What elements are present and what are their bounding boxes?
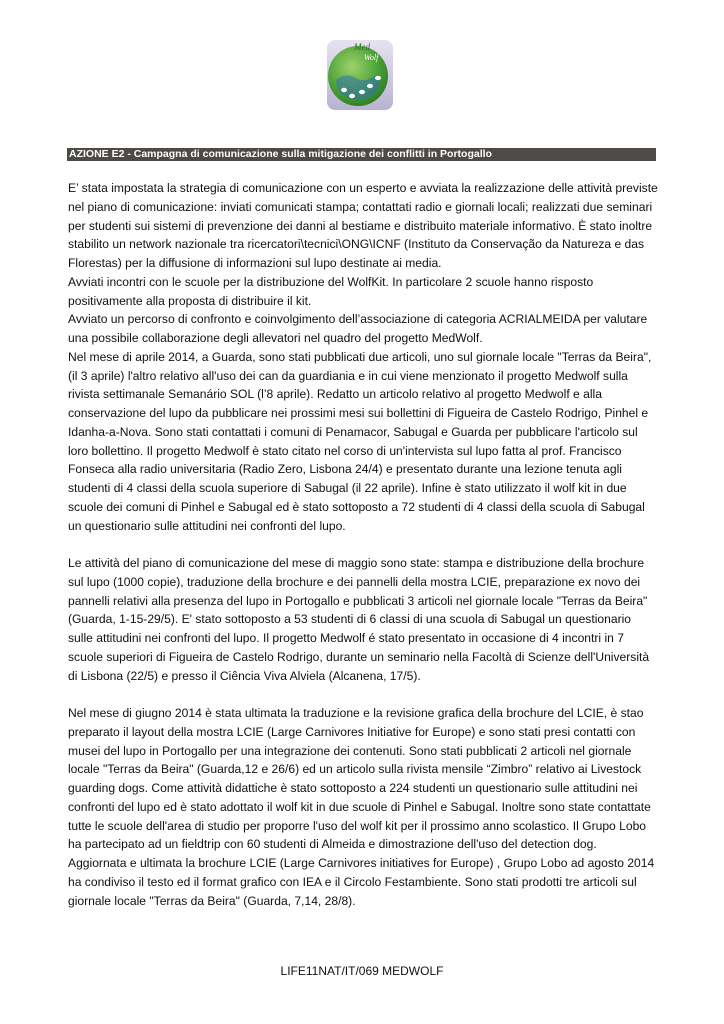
paragraph-strategy: E’ stata impostata la strategia di comunicazione con un esperto e avviata la realizzazione delle attività previste nel piano di comunicazione: inviati comunicati stampa; contattati radio e giornali locali; realizzati due seminari per studenti sui sistemi di prevenzione dei danni al bestiame e distribuito materiale informativo. È stato inoltre stabilito un network nazionale tra ricercatori\tecnici\ONG\ICNF (Instituto da Conservação da Natureza e das Florestas) per la diffusione di informazioni sul lupo destinate ai media. [68, 181, 658, 270]
section-title-bar: AZIONE E2 - Campagna di comunicazione sulla mitigazione dei conflitti in Portogallo [67, 148, 656, 161]
paragraph-may: Le attività del piano di comunicazione del mese di maggio sono state: stampa e distribuzione della brochure sul lupo (1000 copie), traduzione della brochure e dei pannelli della mostra LCIE, preparazione ex novo dei pannelli relativi alla presenza del lupo in Portogallo e pubblicati 3 articoli nel giornale locale "Terras da Beira" (Guarda, 1-15-29/5). E' stato sottoposto a 53 studenti di 6 classi di una scuola di Sabugal un questionario sulle attitudini nei confronti del lupo. Il progetto Medwolf é stato presentato in occasione di 4 incontri in 7 scuole superiori di Figueira de Castelo Rodrigo, durante un seminario nella Facoltà di Scienze dell'Università di Lisbona (22/5) e presso il Ciência Viva Alviela (Alcanena, 17/5). [68, 556, 650, 683]
paragraph-acrialmeida: Avviato un percorso di confronto e coinvolgimento dell’associazione di categoria ACRIALMEIDA per valutare una possibile collaborazione degli allevatori nel quadro del progetto MedWolf. [68, 312, 648, 345]
medwolf-logo [324, 30, 396, 112]
paragraph-august: Aggiornata e ultimata la brochure LCIE (Large Carnivores initiatives for Europe) , Grupo Lobo ad agosto 2014 ha condiviso il testo ed il format grafico con IEA e il Circolo Festambiente. Sono stati prodotti tre articoli sul giornale locale "Terras da Beira" (Guarda, 7,14, 28/8). [68, 856, 655, 908]
footer-project-code: LIFE11NAT/IT/069 MEDWOLF [280, 964, 444, 978]
svg-text:Med: Med [354, 42, 370, 52]
body-text [68, 179, 658, 910]
paragraph-april: Nel mese di aprile 2014, a Guarda, sono stati pubblicati due articoli, uno sul giornale locale "Terras da Beira", (il 3 aprile) l'altro relativo all'uso dei can da guardiania e in cui viene menzionato il progetto Medwolf sulla rivista settimanale Semanário SOL (l’8 aprile). Redatto un articolo relativo al progetto Medwolf e alla conservazione del lupo da pubblicare nei prossimi mesi sui bollettini di Figueira de Castelo Rodrigo, Pinhel e Idanha-a-Nova. Sono stati contattati i comuni di Penamacor, Sabugal e Guarda per pubblicare l'articolo sul loro bollettino. Il progetto Medwolf è stato citato nel corso di un'intervista sul lupo fatta al prof. Francisco Fonseca alla radio universitaria (Radio Zero, Lisbona 24/4) e presentato durante una lezione tenuta agli studenti di 4 classi della scuola superiore di Sabugal (il 22 aprile). Infine è stato utilizzato il wolf kit in due scuole dei comuni di Pinhel e Sabugal ed è stato sottoposto a 72 studenti di 4 classi della scuola di Sabugal un questionario sulle attitudini nei confronti del lupo. [68, 349, 652, 533]
paragraph-june: Nel mese di giugno 2014 è stata ultimata la traduzione e la revisione grafica della brochure del LCIE, è stao preparato il layout della mostra LCIE (Large Carnivores Initiative for Europe) e sono stati presi contatti con musei del lupo in Portogallo per una integrazione dei contenuti. Sono stati pubblicati 2 articoli nel giornale locale "Terras da Beira" (Guarda,12 e 26/6) ed un articolo sulla rivista mensile “Zimbro” relativo ai Livestock guarding dogs. Come attività didattiche è stato sottoposto a 224 studenti un questionario sulle attitudini nei confronti del lupo ed è stato adottato il wolf kit in due scuole di Pinhel e Sabugal. Inoltre sono state contattate tutte le scuole dell'area di studio per proporre l'uso del wolf kit per il prossimo anno scolastico. Il Grupo Lobo ha partecipato ad un fieldtrip con 60 studenti di Almeida e dimostrazione dell'uso del detection dog. [68, 706, 651, 852]
paragraph-schools: Avviati incontri con le scuole per la distribuzione del WolfKit. In particolare 2 scuole hanno risposto positivamente alla proposta di distribuire il kit. [68, 274, 594, 308]
svg-text:Wolf: Wolf [364, 53, 379, 62]
